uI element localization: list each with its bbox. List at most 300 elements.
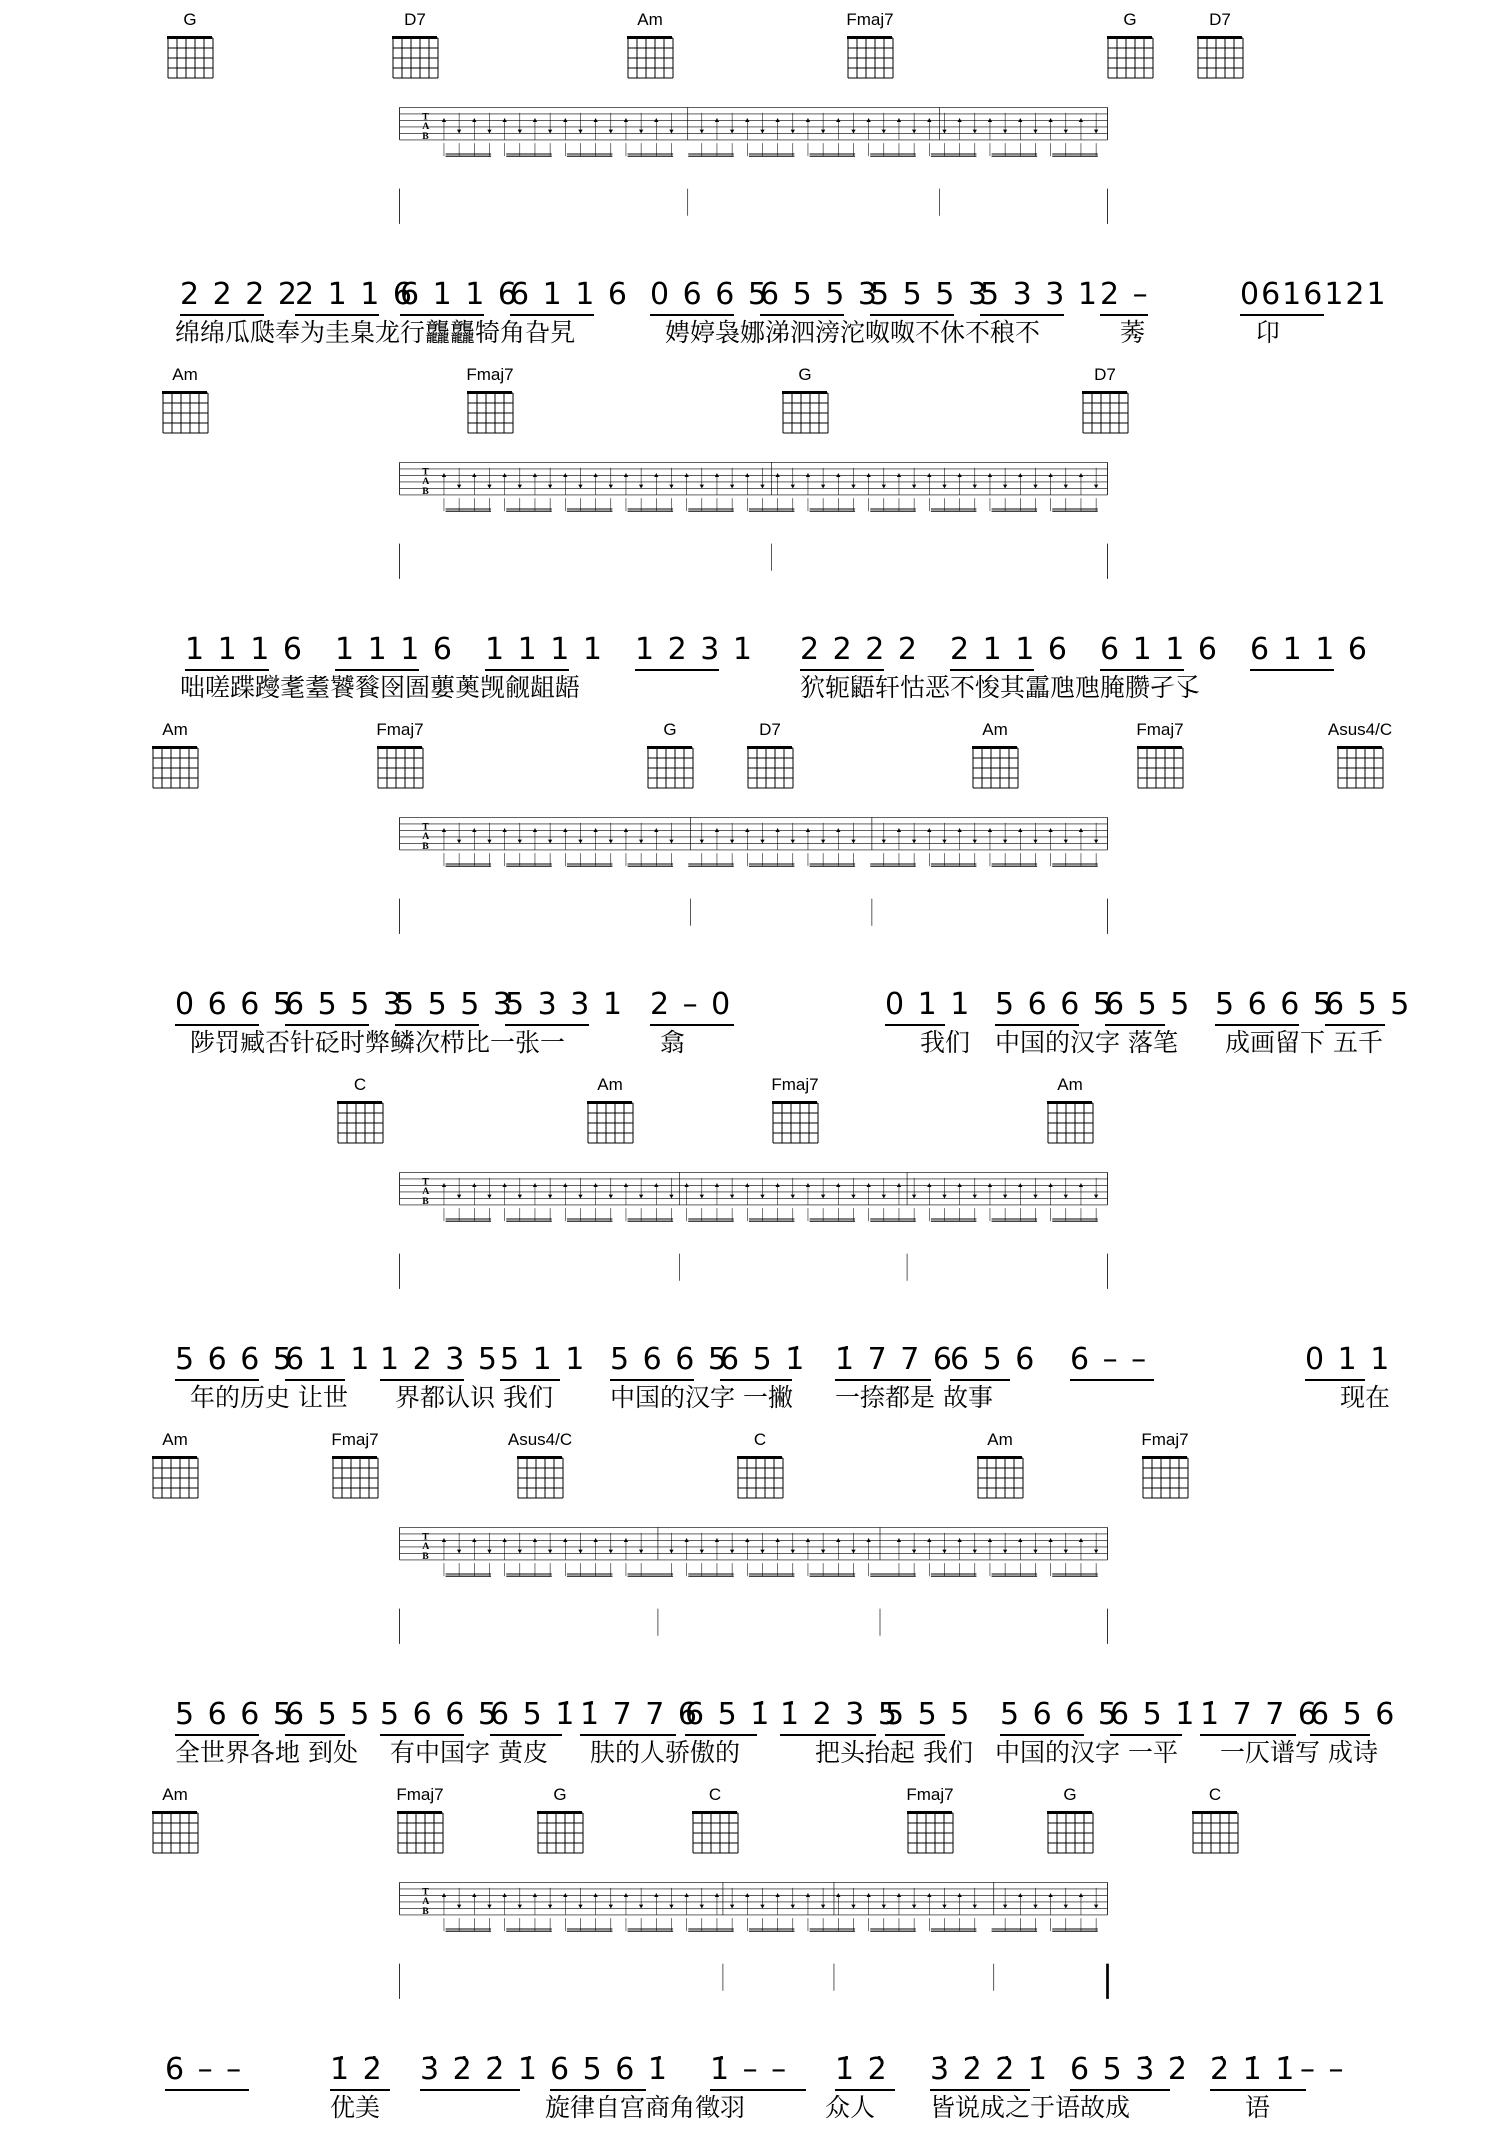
strum-arrow-icon <box>730 130 734 134</box>
jianpu-notes: 3̇ 2̇ 2̇ 1̇ <box>930 2052 1049 2087</box>
jianpu-underline <box>980 314 1064 316</box>
jianpu-notes: – – <box>1300 2052 1346 2087</box>
strum-arrow-icon <box>745 1893 749 1897</box>
strum-arrow-icon <box>791 1550 795 1554</box>
lyric-line: 中国的汉字 一撇 <box>610 1383 793 1412</box>
strum-arrow-icon <box>882 1195 886 1199</box>
lyric-line: 一仄谱写 成诗 <box>1220 1738 1378 1767</box>
chord-diagram <box>725 1430 795 1502</box>
chord-name: G <box>1123 10 1137 29</box>
chord-grid-icon <box>1138 1450 1192 1502</box>
strum-arrow-icon <box>942 1195 946 1199</box>
strum-arrow-icon <box>609 1550 613 1554</box>
strum-arrow-icon <box>548 1905 552 1909</box>
jianpu-notes: 5 6 6 5 <box>380 1697 499 1732</box>
strum-arrow-icon <box>927 473 931 477</box>
strum-arrow-icon <box>1079 1893 1083 1897</box>
strum-arrow-icon <box>700 130 704 134</box>
jianpu-underline <box>295 314 379 316</box>
strum-arrow-icon <box>442 1183 446 1187</box>
strum-arrow-icon <box>836 1893 840 1897</box>
chord-name: Am <box>162 1785 188 1804</box>
strum-arrow-icon <box>1018 1538 1022 1542</box>
strum-arrow-icon <box>472 118 476 122</box>
chord-grid-icon <box>733 1450 787 1502</box>
strum-arrow-icon <box>548 840 552 844</box>
jianpu-notes: 5 6 6 5 <box>175 1342 294 1377</box>
strum-arrow-icon <box>654 1893 658 1897</box>
strum-arrow-icon <box>684 1893 688 1897</box>
chord-grid-icon <box>163 30 217 82</box>
strum-arrow-icon <box>684 1538 688 1542</box>
jianpu-notes: 2 – <box>1100 277 1150 312</box>
chord-diagram <box>1070 365 1140 437</box>
strum-arrow-icon <box>563 1893 567 1897</box>
strum-arrow-icon <box>715 1183 719 1187</box>
jianpu-notes: 6 – – <box>1070 1342 1149 1377</box>
jianpu-notes: 3̇ 2̇ 2̇ 1̇ <box>420 2052 539 2087</box>
jianpu-notes: 6 1 1 6 <box>510 277 629 312</box>
strum-arrow-icon <box>609 1905 613 1909</box>
strum-arrow-icon <box>806 473 810 477</box>
strum-arrow-icon <box>502 118 506 122</box>
strum-arrow-icon <box>791 485 795 489</box>
chord-diagram <box>770 365 840 437</box>
strum-arrow-icon <box>639 130 643 134</box>
jianpu-notes: 2 2 2 2 <box>800 632 919 667</box>
jianpu-underline <box>175 1734 259 1736</box>
strum-arrow-icon <box>669 130 673 134</box>
strum-arrow-icon <box>487 1550 491 1554</box>
jianpu-notes: 1̇ 7 7 6 <box>835 1342 954 1377</box>
jianpu-underline <box>500 1379 560 1381</box>
chord-name: Fmaj7 <box>1141 1430 1189 1449</box>
jianpu-notes: 1 1 1 6 <box>335 632 454 667</box>
strum-arrow-icon <box>472 1538 476 1542</box>
strum-arrow-icon <box>669 1905 673 1909</box>
strum-arrow-icon <box>988 1538 992 1542</box>
lyric-line: 全世界各地 到处 <box>175 1738 358 1767</box>
chord-name: Fmaj7 <box>376 720 424 739</box>
chord-grid-icon <box>1333 740 1387 792</box>
strum-arrow-icon <box>533 1538 537 1542</box>
chord-grid-icon <box>623 30 677 82</box>
strum-arrow-icon <box>760 1195 764 1199</box>
jianpu-notes: 1̇ 7 7 6 <box>1200 1697 1319 1732</box>
strum-arrow-icon <box>1048 118 1052 122</box>
chord-grid-icon <box>743 740 797 792</box>
strum-arrow-icon <box>1064 485 1068 489</box>
jianpu-notes: 6 5 6 <box>950 1342 1037 1377</box>
jianpu-underline <box>635 669 719 671</box>
strum-arrow-icon <box>609 130 613 134</box>
jianpu-underline <box>685 1734 757 1736</box>
strum-arrow-icon <box>1079 1538 1083 1542</box>
jianpu-underline <box>485 669 569 671</box>
chord-grid-icon <box>968 740 1022 792</box>
chord-diagram <box>150 365 220 437</box>
strum-arrow-icon <box>639 485 643 489</box>
chord-diagram <box>1035 1785 1105 1857</box>
strum-arrow-icon <box>897 473 901 477</box>
strum-arrow-icon <box>1094 1905 1098 1909</box>
chord-diagram <box>385 1785 455 1857</box>
jianpu-underline <box>1210 2089 1306 2091</box>
lyric-line: 狖轭鼯轩怙恶不悛其靁虺虺腌臜孑孓 <box>800 673 1201 702</box>
jianpu-notes: 6 1 1 6 <box>1250 632 1369 667</box>
jianpu-notes: 0 6 6 5 <box>175 987 294 1022</box>
strum-arrow-icon <box>715 473 719 477</box>
strum-arrow-icon <box>472 1183 476 1187</box>
strum-arrow-icon <box>502 1538 506 1542</box>
chord-name: G <box>553 1785 567 1804</box>
jianpu-underline <box>650 314 734 316</box>
jianpu-underline <box>285 1734 345 1736</box>
strum-arrow-icon <box>821 485 825 489</box>
strum-arrow-icon <box>578 1550 582 1554</box>
strum-arrow-icon <box>1064 1550 1068 1554</box>
strum-arrow-icon <box>578 1195 582 1199</box>
strum-arrow-icon <box>897 1538 901 1542</box>
chord-diagram <box>365 720 435 792</box>
jianpu-notes: 1 2 3 5 <box>380 1342 499 1377</box>
strum-arrow-icon <box>609 485 613 489</box>
strum-arrow-icon <box>760 485 764 489</box>
chord-diagram <box>325 1075 395 1147</box>
chord-name: Am <box>162 720 188 739</box>
jianpu-notes: 2 2 2 2 <box>180 277 299 312</box>
chord-grid-icon <box>1193 30 1247 82</box>
chord-name: Fmaj7 <box>846 10 894 29</box>
chord-diagram <box>140 1785 210 1857</box>
strum-arrow-icon <box>927 1538 931 1542</box>
strum-arrow-icon <box>882 485 886 489</box>
chord-diagram <box>735 720 805 792</box>
strum-arrow-icon <box>518 485 522 489</box>
strum-arrow-icon <box>806 1538 810 1542</box>
strum-arrow-icon <box>1064 1905 1068 1909</box>
strum-arrow-icon <box>745 473 749 477</box>
strum-arrow-icon <box>927 1183 931 1187</box>
tab-staff <box>0 1522 1500 1652</box>
strum-arrow-icon <box>791 1905 795 1909</box>
jianpu-underline <box>580 1734 676 1736</box>
strum-arrow-icon <box>821 1550 825 1554</box>
lyric-line: 我们 <box>920 1028 971 1057</box>
jianpu-underline <box>800 669 884 671</box>
jianpu-underline <box>335 669 419 671</box>
strum-arrow-icon <box>533 1893 537 1897</box>
jianpu-underline <box>610 1379 694 1381</box>
strum-arrow-icon <box>882 130 886 134</box>
strum-arrow-icon <box>851 1550 855 1554</box>
jianpu-notes: 5 6 6 5 <box>1000 1697 1119 1732</box>
strum-arrow-icon <box>912 1195 916 1199</box>
lyric-line: 莠 <box>1120 318 1146 347</box>
jianpu-notes: 6 5 5 3 <box>760 277 879 312</box>
chord-name: D7 <box>404 10 426 29</box>
jianpu-notes: 6 5 3̇ 2̇ <box>1070 2052 1189 2087</box>
strum-arrow-icon <box>1064 130 1068 134</box>
jianpu-notes: 1̇ – – <box>710 2052 789 2087</box>
strum-arrow-icon <box>442 1893 446 1897</box>
tab-system <box>0 10 1500 355</box>
strum-arrow-icon <box>457 485 461 489</box>
strum-arrow-icon <box>578 840 582 844</box>
jianpu-underline <box>710 2089 806 2091</box>
strum-arrow-icon <box>760 840 764 844</box>
jianpu-underline <box>930 2089 1030 2091</box>
chord-diagram <box>1325 720 1395 792</box>
jianpu-notes: 6 5 1̇ <box>685 1697 772 1732</box>
lyric-line: 绵绵瓜瓞奉为圭臬龙行龘龘犄角旮旯 <box>175 318 576 347</box>
strum-arrow-icon <box>669 840 673 844</box>
jianpu-underline <box>285 1024 369 1026</box>
chord-name: C <box>353 1075 367 1094</box>
jianpu-underline <box>1100 314 1148 316</box>
strum-arrow-icon <box>897 118 901 122</box>
jianpu-notes: 5 6 6 5 <box>995 987 1114 1022</box>
strum-arrow-icon <box>624 118 628 122</box>
strum-arrow-icon <box>1079 473 1083 477</box>
jianpu-notes: 1̇ 2̇ <box>835 2052 889 2087</box>
tab-letter: A <box>422 476 430 488</box>
jianpu-notes: 6 5 1̇ <box>490 1697 577 1732</box>
strum-arrow-icon <box>866 118 870 122</box>
chord-grid-icon <box>1133 740 1187 792</box>
chord-diagram <box>380 10 450 82</box>
strum-arrow-icon <box>1064 1195 1068 1199</box>
chord-diagram <box>525 1785 595 1857</box>
strum-arrow-icon <box>669 1195 673 1199</box>
strum-arrow-icon <box>897 1893 901 1897</box>
strum-arrow-icon <box>654 1183 658 1187</box>
jianpu-notes: 5 3 3 1 <box>980 277 1099 312</box>
chord-diagram <box>680 1785 750 1857</box>
strum-arrow-icon <box>700 1550 704 1554</box>
strum-arrow-icon <box>502 1893 506 1897</box>
chord-name: Fmaj7 <box>906 1785 954 1804</box>
strum-arrow-icon <box>1033 1550 1037 1554</box>
strum-arrow-icon <box>821 1905 825 1909</box>
strum-arrow-icon <box>457 1905 461 1909</box>
strum-arrow-icon <box>730 1550 734 1554</box>
jianpu-notes: 6 5 5 <box>1105 987 1192 1022</box>
strum-arrow-icon <box>1003 130 1007 134</box>
chord-name: Am <box>637 10 663 29</box>
strum-arrow-icon <box>912 1550 916 1554</box>
strum-arrow-icon <box>851 130 855 134</box>
strum-arrow-icon <box>775 473 779 477</box>
chord-diagram <box>835 10 905 82</box>
strum-arrow-icon <box>806 1893 810 1897</box>
strum-arrow-icon <box>1094 1195 1098 1199</box>
jianpu-underline <box>1070 1379 1154 1381</box>
strum-arrow-icon <box>973 840 977 844</box>
strum-arrow-icon <box>912 130 916 134</box>
tab-staff <box>0 457 1500 587</box>
jianpu-underline <box>1250 669 1334 671</box>
tab-letter: T <box>422 1886 429 1898</box>
jianpu-underline <box>885 1024 945 1026</box>
strum-arrow-icon <box>700 840 704 844</box>
strum-arrow-icon <box>487 1905 491 1909</box>
strum-arrow-icon <box>654 118 658 122</box>
strum-arrow-icon <box>1018 473 1022 477</box>
jianpu-underline <box>1100 669 1184 671</box>
strum-arrow-icon <box>593 473 597 477</box>
chord-name: G <box>798 365 812 384</box>
strum-arrow-icon <box>533 1183 537 1187</box>
chord-name: Am <box>172 365 198 384</box>
tab-letter: A <box>422 1896 430 1908</box>
strum-arrow-icon <box>730 1195 734 1199</box>
jianpu-notes: 1̇ 7 7 6 <box>580 1697 699 1732</box>
jianpu-notes: 1̇ 2̇ <box>330 2052 384 2087</box>
strum-arrow-icon <box>563 1538 567 1542</box>
lyric-line: 优美 <box>330 2093 381 2122</box>
strum-arrow-icon <box>518 1905 522 1909</box>
chord-diagram <box>1035 1075 1105 1147</box>
lyric-line: 旋律自宫商角徵羽 <box>545 2093 746 2122</box>
strum-arrow-icon <box>942 485 946 489</box>
strum-arrow-icon <box>1048 1538 1052 1542</box>
chord-grid-icon <box>533 1805 587 1857</box>
strum-arrow-icon <box>700 1905 704 1909</box>
jianpu-notes: 5 1 1 <box>500 1342 587 1377</box>
strum-arrow-icon <box>639 1550 643 1554</box>
strum-arrow-icon <box>1033 1905 1037 1909</box>
strum-arrow-icon <box>563 1183 567 1187</box>
strum-arrow-icon <box>442 473 446 477</box>
strum-arrow-icon <box>988 1183 992 1187</box>
tab-letter: B <box>422 840 429 852</box>
strum-arrow-icon <box>593 118 597 122</box>
jianpu-underline <box>400 314 484 316</box>
strum-arrow-icon <box>775 1538 779 1542</box>
strum-arrow-icon <box>487 130 491 134</box>
strum-arrow-icon <box>942 1905 946 1909</box>
strum-arrow-icon <box>866 1893 870 1897</box>
chord-diagram <box>320 1430 390 1502</box>
strum-arrow-icon <box>882 840 886 844</box>
strum-arrow-icon <box>775 1183 779 1187</box>
chord-name: G <box>663 720 677 739</box>
strum-arrow-icon <box>1094 130 1098 134</box>
jianpu-underline <box>285 1379 345 1381</box>
chord-grid-icon <box>643 740 697 792</box>
lyric-line: 肤的人骄傲的 <box>590 1738 741 1767</box>
strum-arrow-icon <box>973 1905 977 1909</box>
jianpu-underline <box>995 1024 1079 1026</box>
jianpu-underline <box>185 669 269 671</box>
tab-letter: A <box>422 1186 430 1198</box>
jianpu-underline <box>505 1024 589 1026</box>
strum-arrow-icon <box>624 473 628 477</box>
tab-letter: B <box>422 130 429 142</box>
chord-name: Fmaj7 <box>331 1430 379 1449</box>
jianpu-notes: 6 1 1 <box>285 1342 372 1377</box>
tab-letter: T <box>422 111 429 123</box>
chord-grid-icon <box>148 740 202 792</box>
strum-arrow-icon <box>684 1183 688 1187</box>
strum-arrow-icon <box>806 1183 810 1187</box>
strum-arrow-icon <box>957 1183 961 1187</box>
strum-arrow-icon <box>897 1183 901 1187</box>
lyric-line: 界都认识 我们 <box>395 1383 553 1412</box>
strum-arrow-icon <box>1033 485 1037 489</box>
lyric-line: 咄嗟蹀躞耄耋饕餮囹圄蘡薁觊觎龃龉 <box>180 673 581 702</box>
chord-grid-icon <box>903 1805 957 1857</box>
strum-arrow-icon <box>836 1538 840 1542</box>
tab-staff <box>0 1877 1500 2007</box>
strum-arrow-icon <box>745 1183 749 1187</box>
chord-grid-icon <box>1188 1805 1242 1857</box>
jianpu-underline <box>1240 314 1324 316</box>
strum-arrow-icon <box>973 1195 977 1199</box>
strum-arrow-icon <box>851 1905 855 1909</box>
lyric-line: 中国的汉字 落笔 <box>995 1028 1178 1057</box>
chord-name: Fmaj7 <box>1136 720 1184 739</box>
chord-name: G <box>1063 1785 1077 1804</box>
strum-arrow-icon <box>1003 1905 1007 1909</box>
chord-name: D7 <box>759 720 781 739</box>
strum-arrow-icon <box>518 1195 522 1199</box>
jianpu-notes: 5 5 5 3 <box>870 277 989 312</box>
jianpu-underline <box>1070 2089 1170 2091</box>
strum-arrow-icon <box>578 1905 582 1909</box>
strum-arrow-icon <box>609 1195 613 1199</box>
strum-arrow-icon <box>639 1905 643 1909</box>
strum-arrow-icon <box>487 840 491 844</box>
strum-arrow-icon <box>836 473 840 477</box>
strum-arrow-icon <box>882 1905 886 1909</box>
strum-arrow-icon <box>1033 840 1037 844</box>
strum-arrow-icon <box>821 1195 825 1199</box>
strum-arrow-icon <box>912 485 916 489</box>
strum-arrow-icon <box>957 473 961 477</box>
chord-diagram <box>140 720 210 792</box>
jianpu-underline <box>780 1734 876 1736</box>
jianpu-notes: 6 5 6 <box>1310 1697 1397 1732</box>
strum-arrow-icon <box>518 1550 522 1554</box>
lyric-line: 年的历史 让世 <box>190 1383 348 1412</box>
strum-arrow-icon <box>457 1550 461 1554</box>
chord-diagram <box>615 10 685 82</box>
chord-diagram <box>140 1430 210 1502</box>
jianpu-underline <box>1325 1024 1385 1026</box>
strum-arrow-icon <box>548 130 552 134</box>
chord-name: D7 <box>1094 365 1116 384</box>
jianpu-notes: 2 – 0 <box>650 987 733 1022</box>
jianpu-notes: 0 1 1 <box>1305 1342 1392 1377</box>
strum-arrow-icon <box>821 840 825 844</box>
chord-diagram <box>505 1430 575 1502</box>
lyric-line: 把头抬起 我们 <box>815 1738 973 1767</box>
lyric-line: 陟罚臧否针砭时弊鳞次栉比一张一 <box>190 1028 566 1057</box>
tab-letter: B <box>422 1905 429 1917</box>
jianpu-notes: 6 – – <box>165 2052 244 2087</box>
strum-arrow-icon <box>957 1538 961 1542</box>
strum-arrow-icon <box>791 130 795 134</box>
jianpu-underline <box>1305 1379 1365 1381</box>
lyric-line: 成画留下 五千 <box>1225 1028 1383 1057</box>
jianpu-underline <box>720 1379 792 1381</box>
jianpu-underline <box>1215 1024 1299 1026</box>
jianpu-underline <box>420 2089 520 2091</box>
jianpu-notes: 1 1 1 1 <box>485 632 604 667</box>
jianpu-notes: 1 1 1 6 <box>185 632 304 667</box>
